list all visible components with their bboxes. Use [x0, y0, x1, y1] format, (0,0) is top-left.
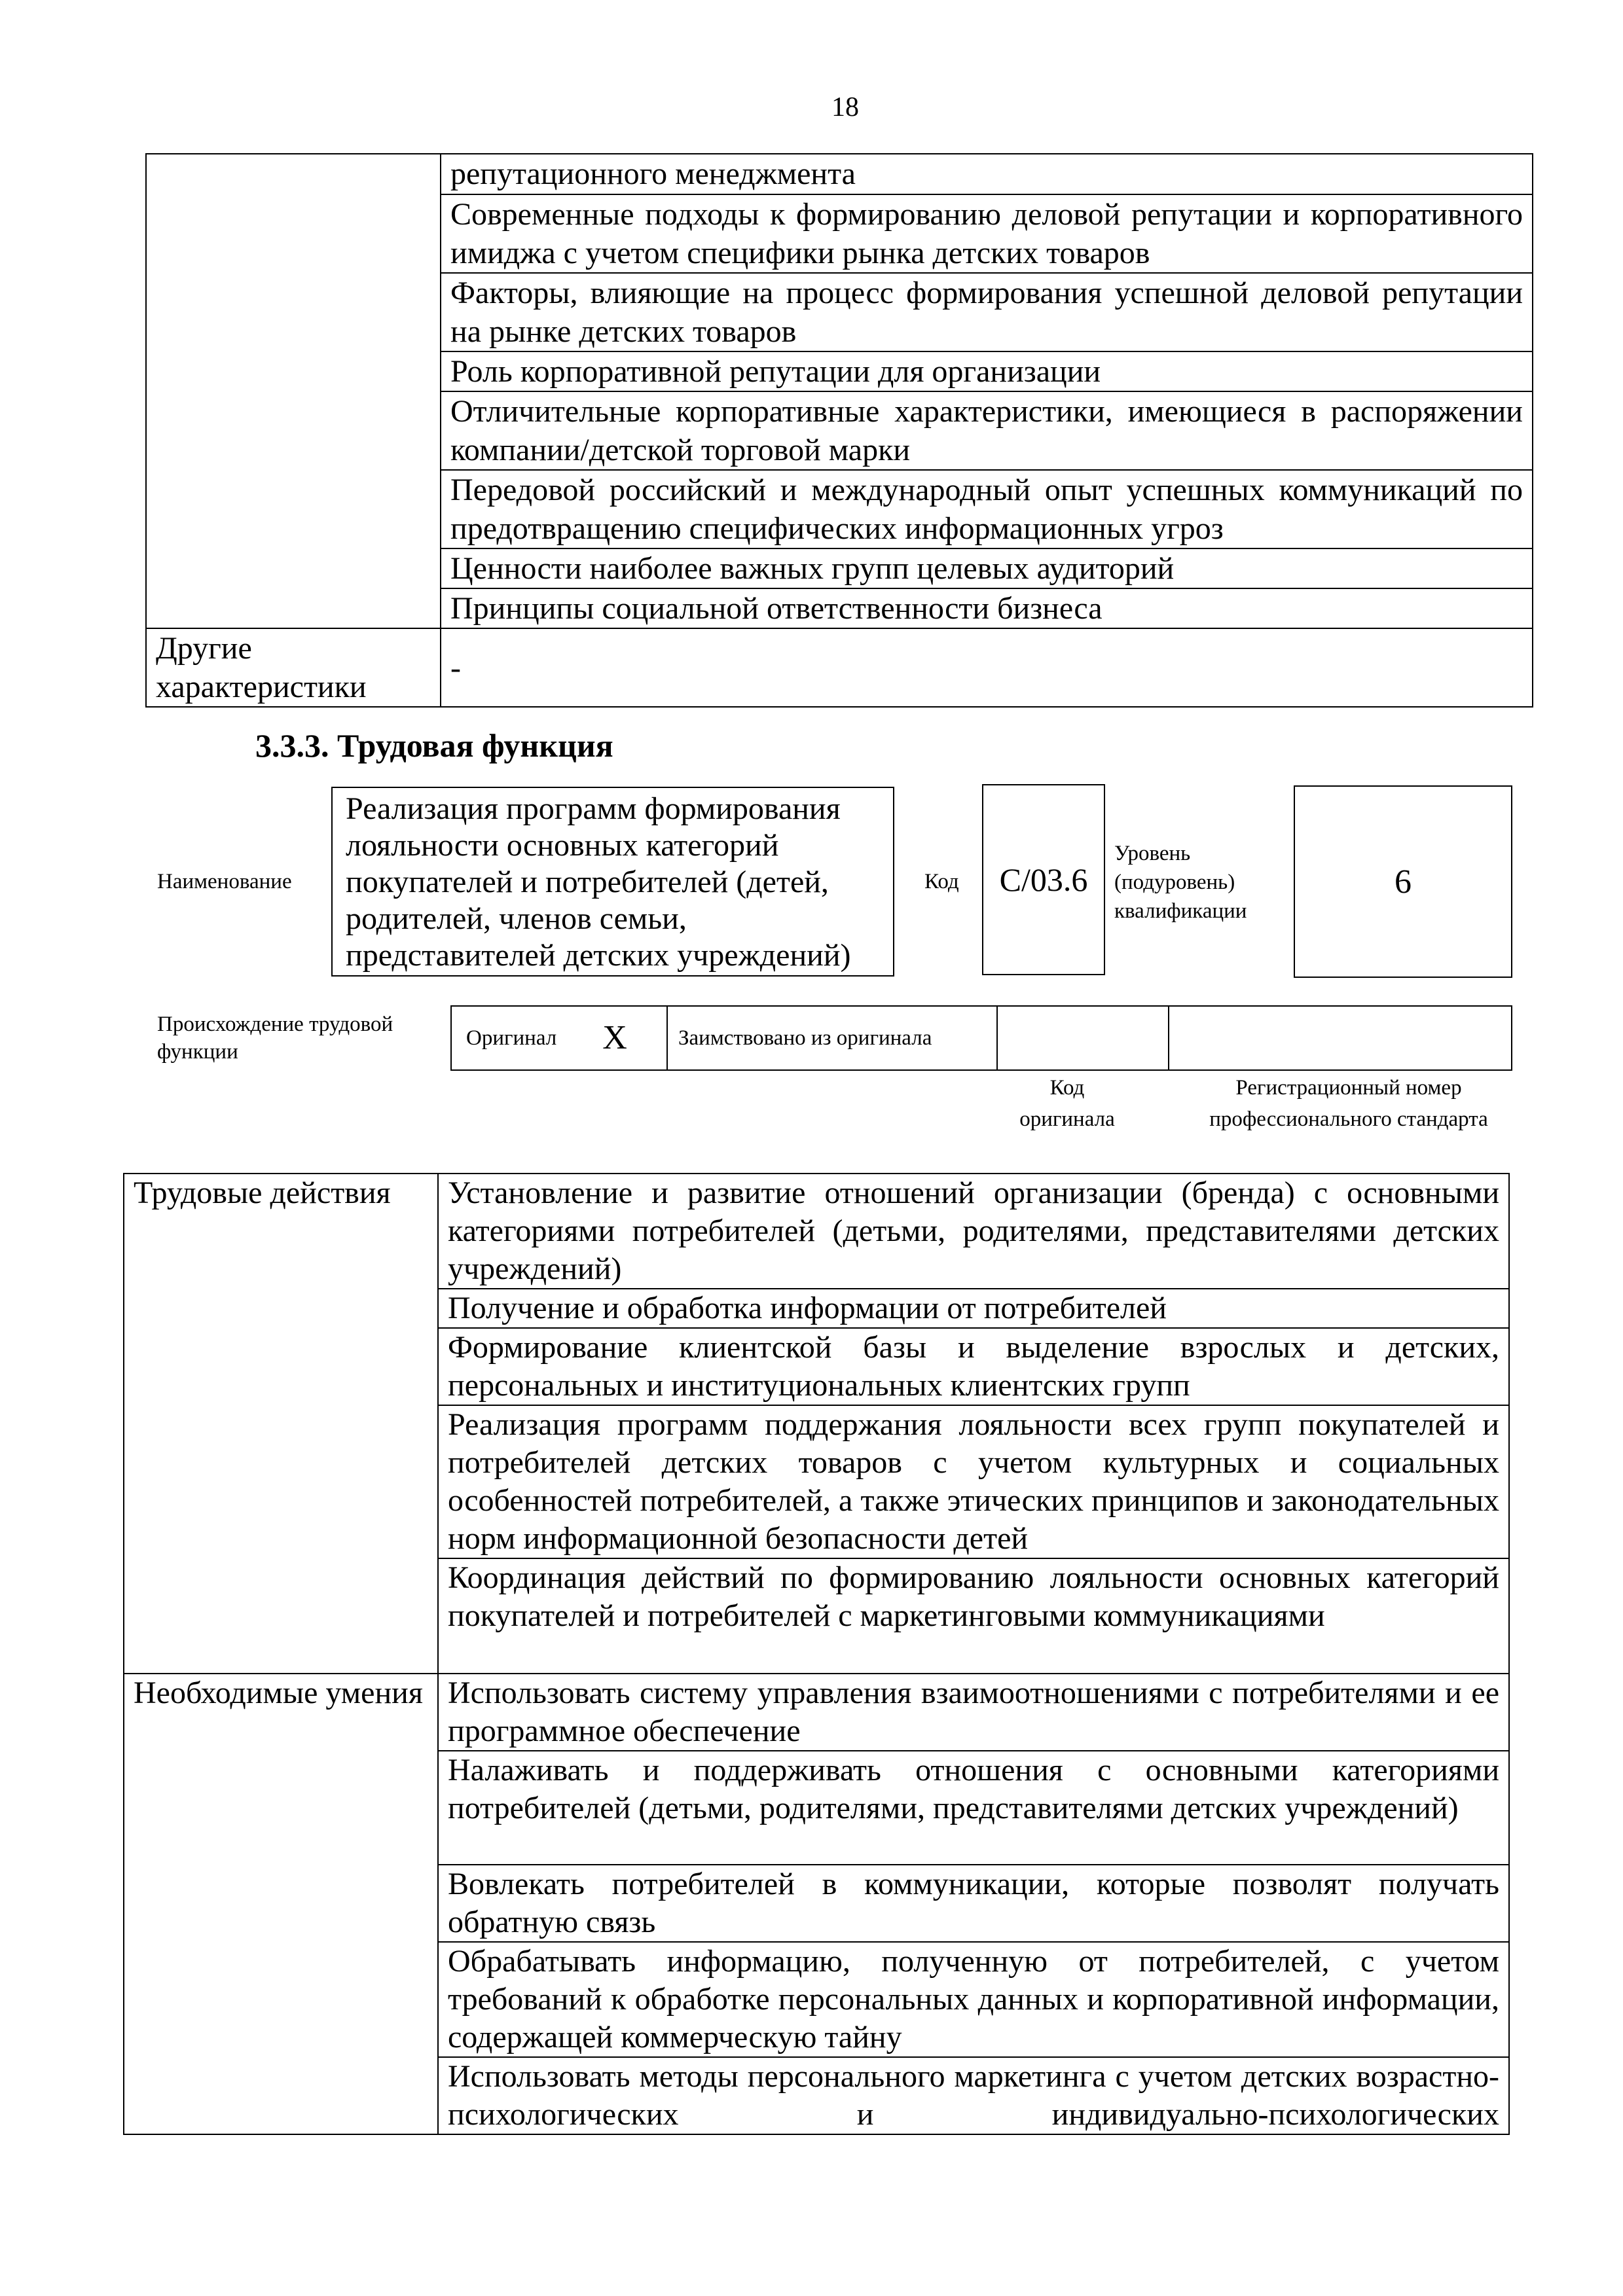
table-row: Современные подходы к формированию деловой репутации и корпоративного имиджа с учетом специфики рынка детских товаров	[441, 194, 1533, 273]
table-row: Роль корпоративной репутации для организации	[441, 351, 1533, 391]
origin-label: Происхождение трудовой функции	[157, 1013, 393, 1064]
table-row: Получение и обработка информации от потребителей	[438, 1289, 1509, 1328]
table-row: Обрабатывать информацию, полученную от потребителей, с учетом требований к обработке персональных данных и корпоративной информации, содержащей коммерческую тайну	[438, 1942, 1509, 2057]
table-row: Вовлекать потребителей в коммуникации, которые позволят получать обратную связь	[438, 1865, 1509, 1942]
code-label: Код	[924, 870, 959, 893]
table-row: Налаживать и поддерживать отношения с основными категориями потребителей (детьми, родителями, представителями детских учреждений)	[438, 1751, 1509, 1865]
page-number: 18	[831, 92, 859, 122]
table-row: репутационного менеджмента	[441, 154, 1533, 194]
knowledge-table	[145, 153, 1533, 708]
original-cell	[452, 1007, 668, 1069]
original-mark: X	[602, 1019, 627, 1056]
table-row: Формирование клиентской базы и выделение взрослых и детских, персональных и институциональных клиентских групп	[438, 1328, 1509, 1405]
level-label: Уровень (подуровень) квалификации	[1114, 842, 1247, 923]
table-row: Факторы, влияющие на процесс формирования успешной деловой репутации на рынке детских товаров	[441, 273, 1533, 351]
table-row: Отличительные корпоративные характеристики, имеющиеся в распоряжении компании/детской торговой марки	[441, 391, 1533, 470]
borrowed-label: Заимствовано из оригинала	[668, 1007, 998, 1069]
table-row: Использовать систему управления взаимоотношениями с потребителями и ее программное обеспечение	[438, 1674, 1509, 1751]
table-row: Установление и развитие отношений организации (бренда) с основными категориями потребителей (детьми, родителями, представителями детских учреждений)	[438, 1174, 1509, 1289]
level-value: 6	[1294, 785, 1512, 978]
reg-number-cell	[1169, 1007, 1511, 1069]
table-row: Реализация программ поддержания лояльности всех групп покупателей и потребителей детских товаров с учетом культурных и социальных особенностей потребителей, а также этических принципов и законодательных норм информационной безопасности детей	[438, 1405, 1509, 1558]
table-row: Использовать методы персонального маркетинга с учетом детских возрастно-психологических и индивидуально-психологических	[438, 2057, 1509, 2134]
original-code-label: Код оригинала	[1019, 1076, 1115, 1131]
reg-number-label: Регистрационный номер профессионального стандарта	[1209, 1076, 1488, 1131]
other-characteristics-label: Другие характеристики	[146, 628, 441, 707]
original-code-cell	[998, 1007, 1169, 1069]
name-label: Наименование	[157, 870, 292, 893]
original-label: Оригинал	[466, 1026, 557, 1050]
other-characteristics-value: -	[441, 628, 1533, 707]
table-row: Координация действий по формированию лояльности основных категорий покупателей и потребителей с маркетинговыми коммуникациями	[438, 1558, 1509, 1674]
function-name-box: Реализация программ формирования лояльности основных категорий покупателей и потребителей (детей, родителей, членов семьи, представителей детских учреждений)	[331, 787, 894, 977]
code-value: C/03.6	[982, 784, 1105, 975]
origin-row	[450, 1005, 1512, 1071]
table-row: Ценности наиболее важных групп целевых аудиторий	[441, 548, 1533, 588]
table-row: Передовой российский и международный опыт успешных коммуникаций по предотвращению специфических информационных угроз	[441, 470, 1533, 548]
actions-label: Трудовые действия	[124, 1174, 438, 1674]
table-label-cell	[146, 154, 441, 628]
table-row: Принципы социальной ответственности бизнеса	[441, 588, 1533, 628]
skills-label: Необходимые умения	[124, 1674, 438, 2134]
actions-skills-table	[123, 1173, 1510, 2135]
section-title: 3.3.3. Трудовая функция	[255, 727, 613, 764]
